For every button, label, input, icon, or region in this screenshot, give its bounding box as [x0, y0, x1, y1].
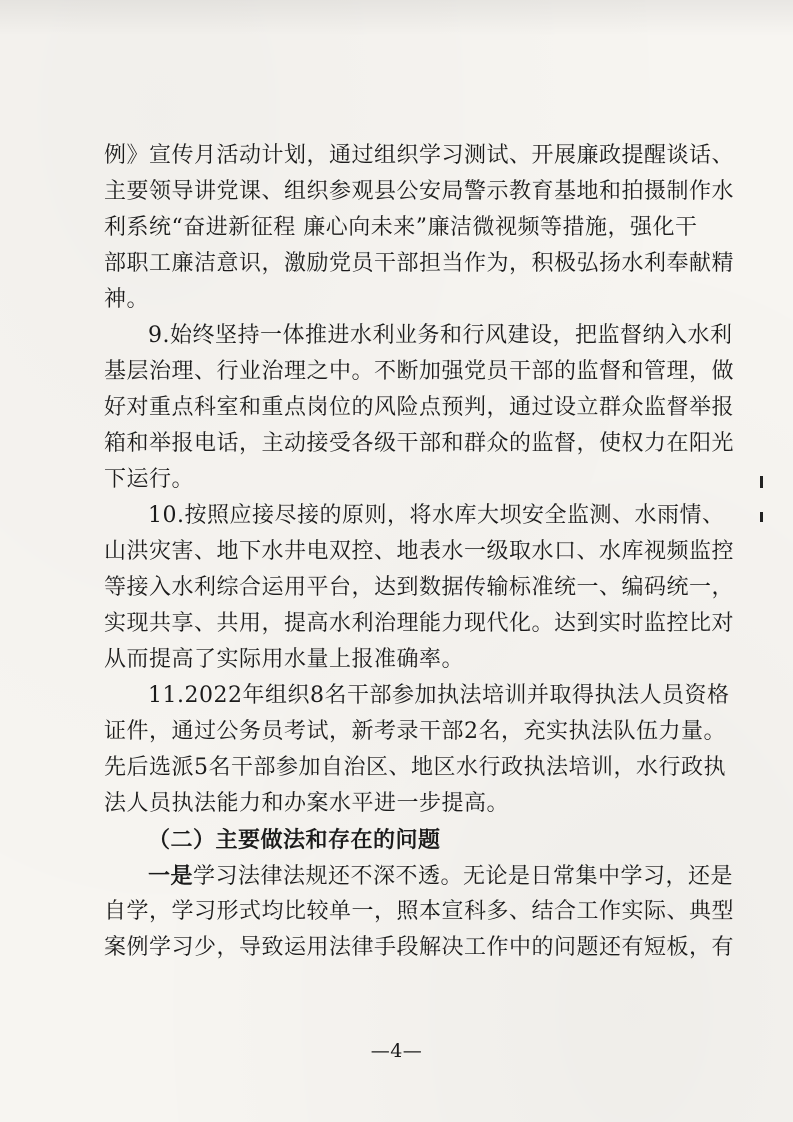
body-line: 神。: [104, 287, 150, 312]
body-line: 下运行。: [104, 467, 195, 492]
body-line: 自学，学习形式均比较单一，照本宣科多、结合工作实际、典型: [104, 899, 735, 924]
body-line: 从而提高了实际用水量上报准确率。: [104, 647, 465, 672]
scan-shadow: [0, 0, 793, 36]
body-line: [104, 858, 734, 894]
scan-mark: [760, 512, 763, 522]
body-line: 主要领导讲党课、组织参观县公安局警示教育基地和拍摄制作水: [104, 179, 735, 204]
document-body: [104, 138, 735, 966]
body-line: 好对重点科室和重点岗位的风险点预判，通过设立群众监督举报: [104, 395, 735, 420]
body-line: 部职工廉洁意识，激励党员干部担当作为，积极弘扬水利奉献精: [104, 251, 735, 276]
body-line: 山洪灾害、地下水井电双控、地表水一级取水口、水库视频监控: [104, 539, 735, 564]
body-line: 10.按照应接尽接的原则，将水库大坝安全监测、水雨情、: [148, 503, 725, 528]
body-line: 利系统“奋进新征程 廉心向未来”廉洁微视频等措施，强化干: [104, 215, 698, 240]
body-line: 基层治理、行业治理之中。不断加强党员干部的监督和管理，做: [104, 359, 735, 384]
section-heading: （二）主要做法和存在的问题: [148, 827, 441, 853]
body-line: 例》宣传月活动计划，通过组织学习测试、开展廉政提醒谈话、: [104, 143, 735, 168]
body-text: 学习法律法规还不深不透。无论是日常集中学习，还是: [193, 864, 734, 889]
body-line: 先后选派5名干部参加自治区、地区水行政执法培训，水行政执: [104, 755, 726, 780]
emphasis-text: 一是: [148, 863, 194, 889]
body-line: 等接入水利综合运用平台，达到数据传输标准统一、编码统一，: [104, 575, 735, 600]
body-line: 9.始终坚持一体推进水利业务和行风建设，把监督纳入水利: [148, 323, 733, 348]
scan-mark: [760, 476, 763, 488]
page-number: —4—: [370, 1040, 423, 1062]
body-line: 证件，通过公务员考试，新考录干部2名，充实执法队伍力量。: [104, 719, 726, 744]
body-line: 实现共享、共用，提高水利治理能力现代化。达到实时监控比对: [104, 611, 735, 636]
body-line: 案例学习少，导致运用法律手段解决工作中的问题还有短板，有: [104, 935, 735, 960]
body-line: 箱和举报电话，主动接受各级干部和群众的监督，使权力在阳光: [104, 431, 735, 456]
body-line: 法人员执法能力和办案水平进一步提高。: [104, 791, 510, 816]
body-line: 11.2022年组织8名干部参加执法培训并取得执法人员资格: [148, 683, 730, 708]
